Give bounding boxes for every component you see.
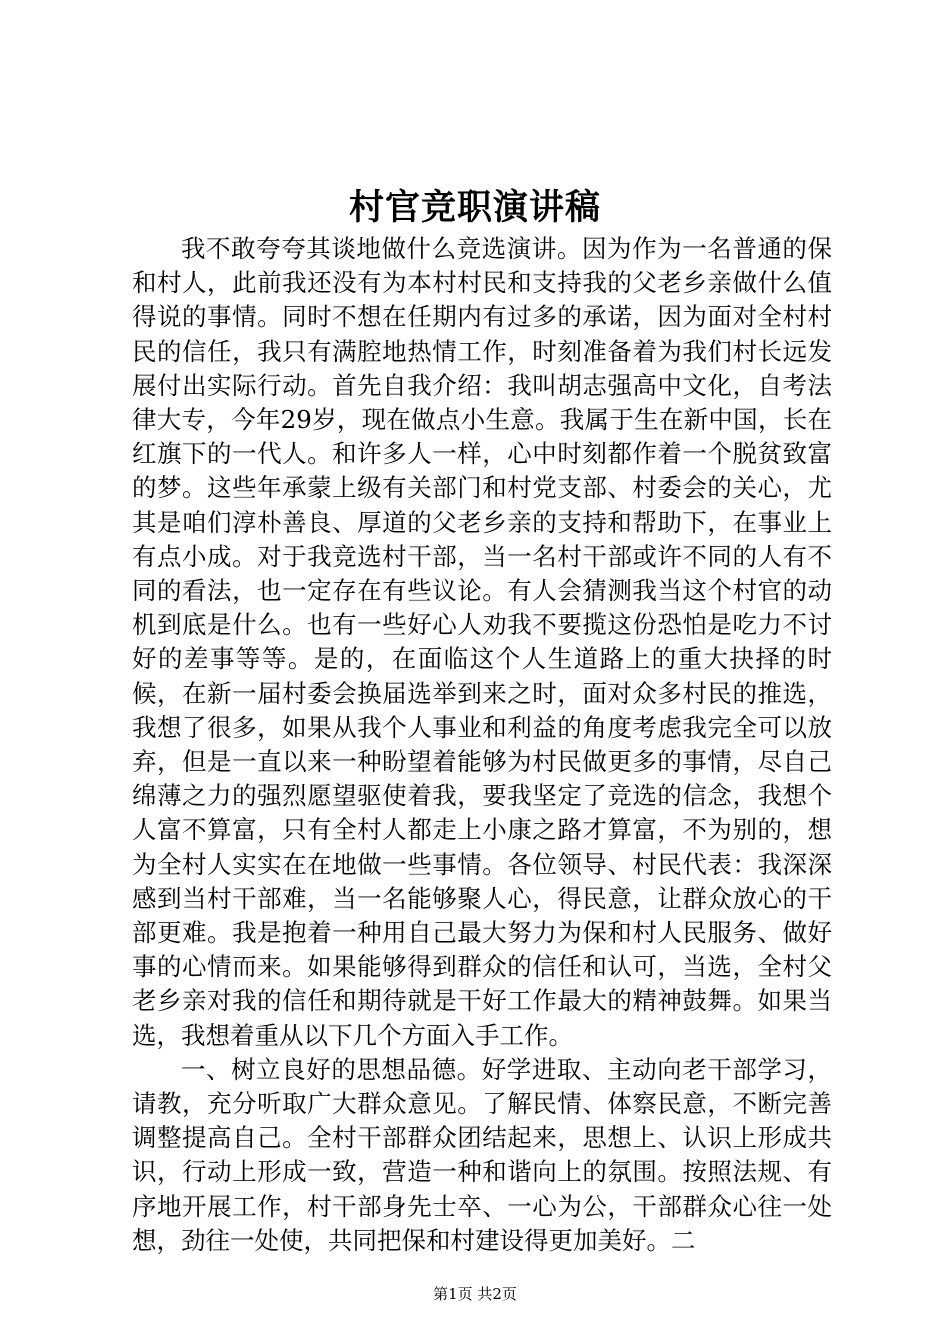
page-number-footer: 第1页 共2页 bbox=[433, 1285, 517, 1303]
document-body bbox=[132, 232, 832, 1258]
document-title: 村官竞职演讲稿 bbox=[348, 187, 601, 228]
paragraph-1: 我不敢夸夸其谈地做什么竞选演讲。因为作为一名普通的保和村人，此前我还没有为本村村民和支持我的父老乡亲做什么值得说的事情。同时不想在任期内有过多的承诺，因为面对全村村民的信任，我只有满腔地热情工作，时刻准备着为我们村长远发展付出实际行动。首先自我介绍：我叫胡志强高中文化，自考法律大专，今年29岁，现在做点小生意。我属于生在新中国，长在红旗下的一代人。和许多人一样，心中时刻都作着一个脱贫致富的梦。这些年承蒙上级有关部门和村党支部、村委会的关心，尤其是咱们淳朴善良、厚道的父老乡亲的支持和帮助下，在事业上有点小成。对于我竞选村干部，当一名村干部或许不同的人有不同的看法，也一定存在有些议论。有人会猜测我当这个村官的动机到底是什么。也有一些好心人劝我不要揽这份恐怕是吃力不讨好的差事等等。是的，在面临这个人生道路上的重大抉择的时候，在新一届村委会换届选举到来之时，面对众多村民的推选，我想了很多，如果从我个人事业和利益的角度考虑我完全可以放弃，但是一直以来一种盼望着能够为村民做更多的事情，尽自己绵薄之力的强烈愿望驱使着我，要我坚定了竞选的信念，我想个人富不算富，只有全村人都走上小康之路才算富，不为别的，想为全村人实实在在地做一些事情。各位领导、村民代表：我深深感到当村干部难，当一名能够聚人心，得民意，让群众放心的干部更难。我是抱着一种用自己最大努力为保和村人民服务、做好事的心情而来。如果能够得到群众的信任和认可，当选，全村父老乡亲对我的信任和期待就是干好工作最大的精神鼓舞。如果当选，我想着重从以下几个方面入手工作。 bbox=[132, 234, 832, 1050]
paragraph-2: 一、树立良好的思想品德。好学进取、主动向老干部学习，请教，充分听取广大群众意见。了解民情、体察民意，不断完善调整提高自己。全村干部群众团结起来，思想上、认识上形成共识，行动上形成一致，营造一种和谐向上的氛围。按照法规、有序地开展工作，村干部身先士卒、一心为公，干部群众心往一处想，劲往一处使，共同把保和村建设得更加美好。二 bbox=[132, 1054, 832, 1255]
